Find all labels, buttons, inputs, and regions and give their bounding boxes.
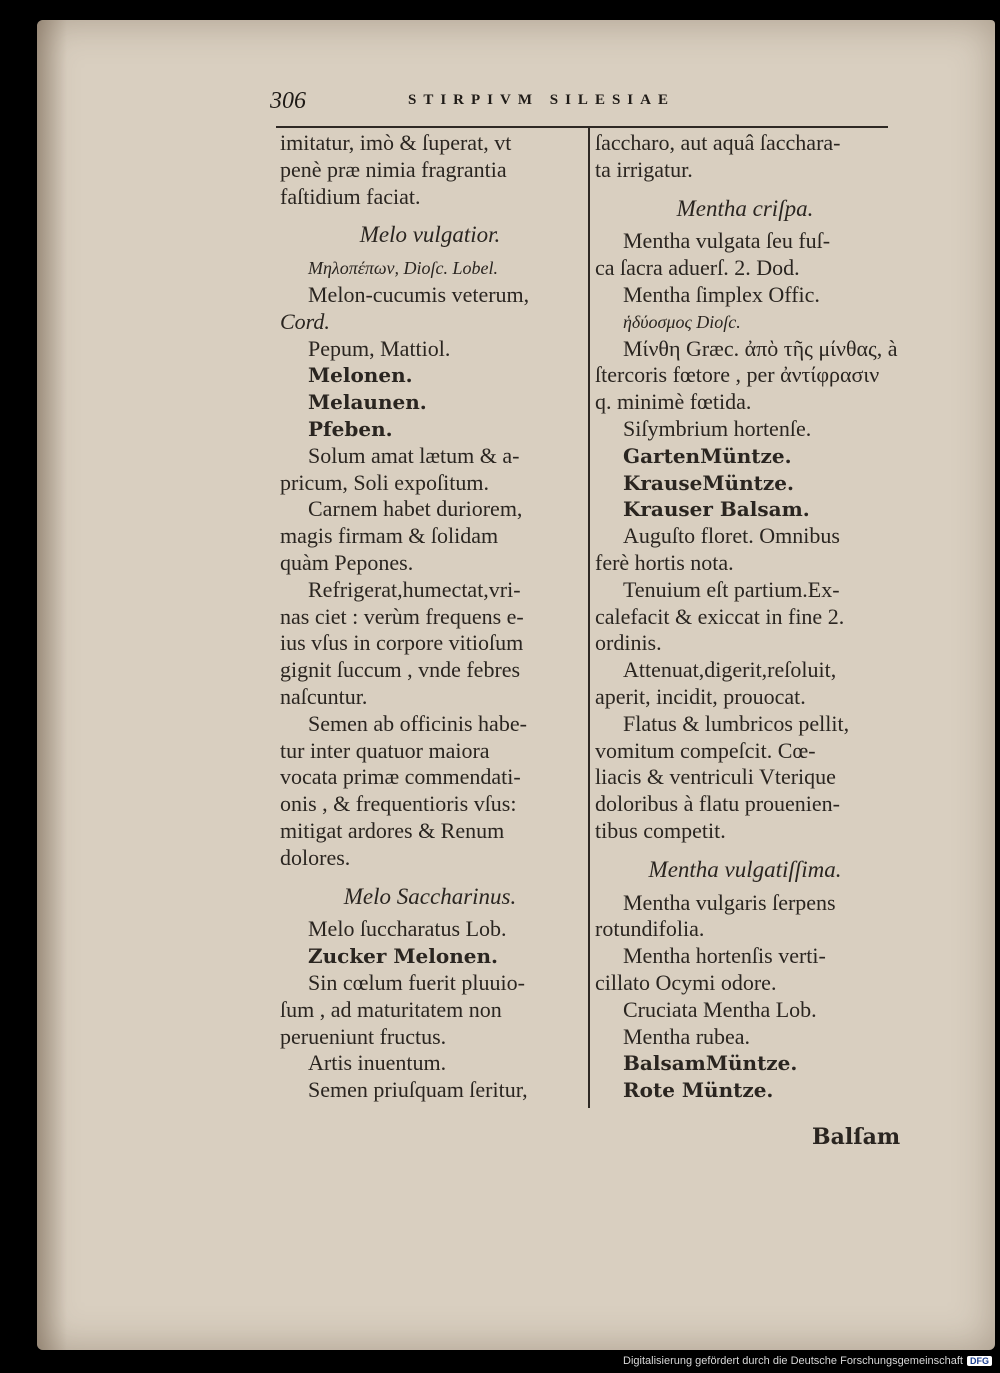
text-line: Zucker Melonen.	[308, 944, 498, 969]
text-line: naſcuntur.	[280, 683, 368, 709]
footer-credit	[623, 1355, 992, 1367]
text-line: Attenuat,digerit,reſoluit,	[623, 657, 837, 683]
page-header	[270, 88, 810, 118]
page-number: 306	[270, 88, 306, 114]
text-line: magis firmam & ſolidam	[280, 523, 499, 549]
text-line: ca ſacra aduerſ. 2. Dod.	[595, 255, 800, 281]
text-line: q. minimè fœtida.	[595, 389, 752, 415]
text-line: Cruciata Mentha Lob.	[623, 996, 817, 1022]
text-line: Semen priuſquam ſeritur,	[308, 1077, 528, 1103]
left-heading-1: Melo vulgatior.	[359, 222, 501, 248]
left-intro	[280, 130, 580, 210]
text-line: Mentha ſimplex Offic.	[623, 281, 820, 307]
text-line: KrauseMüntze.	[623, 470, 794, 495]
text-line: Cord.	[280, 308, 330, 334]
left-block-1	[280, 255, 580, 871]
text-line: Μίνθη Græc. ἀπὸ τῆς μίνθας, à	[623, 335, 898, 361]
text-line: Carnem habet duriorem,	[308, 496, 523, 522]
text-line: Siſymbrium hortenſe.	[623, 415, 812, 441]
text-line: Artis inuentum.	[308, 1050, 447, 1076]
text-line: ſum , ad maturitatem non	[280, 996, 502, 1022]
text-line: Melon-cucumis veterum,	[308, 281, 530, 307]
text-line: onis , & frequentioris vſus:	[280, 791, 517, 817]
text-line: Rote Müntze.	[623, 1078, 774, 1103]
text-line: imitatur, imò & ſuperat, vt	[280, 130, 512, 155]
catchword: Balſam	[812, 1124, 901, 1150]
text-line: vocata primæ commendati-	[280, 764, 521, 790]
text-line: vomitum compeſcit. Cœ-	[595, 737, 816, 763]
text-line: Auguſto floret. Omnibus	[623, 523, 840, 549]
text-line: ferè hortis nota.	[595, 549, 734, 575]
dfg-logo: DFG	[967, 1356, 992, 1366]
text-line: Μηλοπέπων, Dioſc. Lobel.	[308, 258, 499, 279]
text-line: cillato Ocymi odore.	[595, 969, 777, 995]
text-line: Tenuium eſt partium.Ex-	[623, 576, 840, 602]
right-intro	[595, 130, 895, 184]
right-heading-1: Mentha criſpa.	[676, 195, 814, 221]
right-heading-2: Mentha vulgatiſſima.	[648, 856, 842, 882]
text-line: Semen ab officinis habe-	[308, 710, 527, 736]
text-line: Sin cœlum fuerit pluuio-	[308, 969, 525, 995]
text-line: doloribus à flatu prouenien-	[595, 791, 840, 817]
text-line: Refrigerat,humectat,vri-	[308, 576, 521, 602]
text-line: tibus competit.	[595, 817, 726, 843]
text-line: Mentha hortenſis verti-	[623, 943, 826, 969]
text-line: Mentha vulgaris ſerpens	[623, 889, 836, 915]
text-line: ſaccharo, aut aquâ ſacchara-	[595, 130, 841, 155]
text-line: Melaunen.	[308, 390, 427, 415]
text-line: Mentha vulgata ſeu fuſ-	[623, 228, 831, 254]
text-line: perueniunt fructus.	[280, 1023, 447, 1049]
text-line: nas ciet : verùm frequens e-	[280, 603, 524, 629]
text-line: quàm Pepones.	[280, 549, 414, 575]
text-line: liacis & ventriculi Vterique	[595, 764, 836, 790]
text-line: dolores.	[280, 844, 351, 870]
page-spine-shadow	[37, 20, 67, 1350]
text-line: rotundifolia.	[595, 916, 705, 942]
text-line: BalsamMüntze.	[623, 1051, 798, 1076]
text-line: ἡδύοσμος Dioſc.	[623, 311, 741, 332]
right-block-1	[595, 228, 898, 844]
text-line: Melonen.	[308, 363, 413, 388]
text-line: penè præ nimia fragrantia	[280, 156, 507, 182]
text-line: mitigat ardores & Renum	[280, 817, 505, 843]
text-line: faſtidium faciat.	[280, 183, 421, 209]
text-line: Mentha rubea.	[623, 1023, 751, 1049]
text-line: Flatus & lumbricos pellit,	[623, 710, 850, 736]
left-block-2	[280, 916, 580, 1104]
text-line: pricum, Soli expoſitum.	[280, 469, 489, 495]
text-line: aperit, incidit, prouocat.	[595, 683, 806, 709]
header-rule	[276, 126, 888, 128]
text-line: ordinis.	[595, 630, 662, 656]
credit-text: Digitalisierung gefördert durch die Deutsche Forschungsgemeinschaft	[623, 1355, 963, 1367]
text-line: Pepum, Mattiol.	[308, 335, 451, 361]
text-line: ius vſus in corpore vitioſum	[280, 630, 524, 656]
text-line: Melo ſuccharatus Lob.	[308, 916, 507, 942]
text-line: tur inter quatuor maiora	[280, 737, 490, 763]
text-line: ſtercoris fœtore , per ἀντίφρασιν	[595, 362, 880, 388]
text-line: Krauser Balsam.	[623, 497, 810, 522]
text-line: ta irrigatur.	[595, 156, 693, 182]
right-block-2	[595, 890, 895, 1104]
text-line: GartenMüntze.	[623, 443, 792, 468]
text-line: Pfeben.	[308, 416, 393, 441]
left-column	[280, 130, 580, 1104]
column-rule	[588, 128, 590, 1108]
text-line: Solum amat lætum & a-	[308, 442, 520, 468]
text-line: gignit ſuccum , vnde febres	[280, 657, 521, 683]
text-line: calefacit & exiccat in fine 2.	[595, 603, 845, 629]
right-column	[595, 130, 898, 1104]
left-heading-2: Melo Saccharinus.	[343, 883, 517, 909]
running-title: STIRPIVM SILESIAE	[408, 92, 675, 108]
